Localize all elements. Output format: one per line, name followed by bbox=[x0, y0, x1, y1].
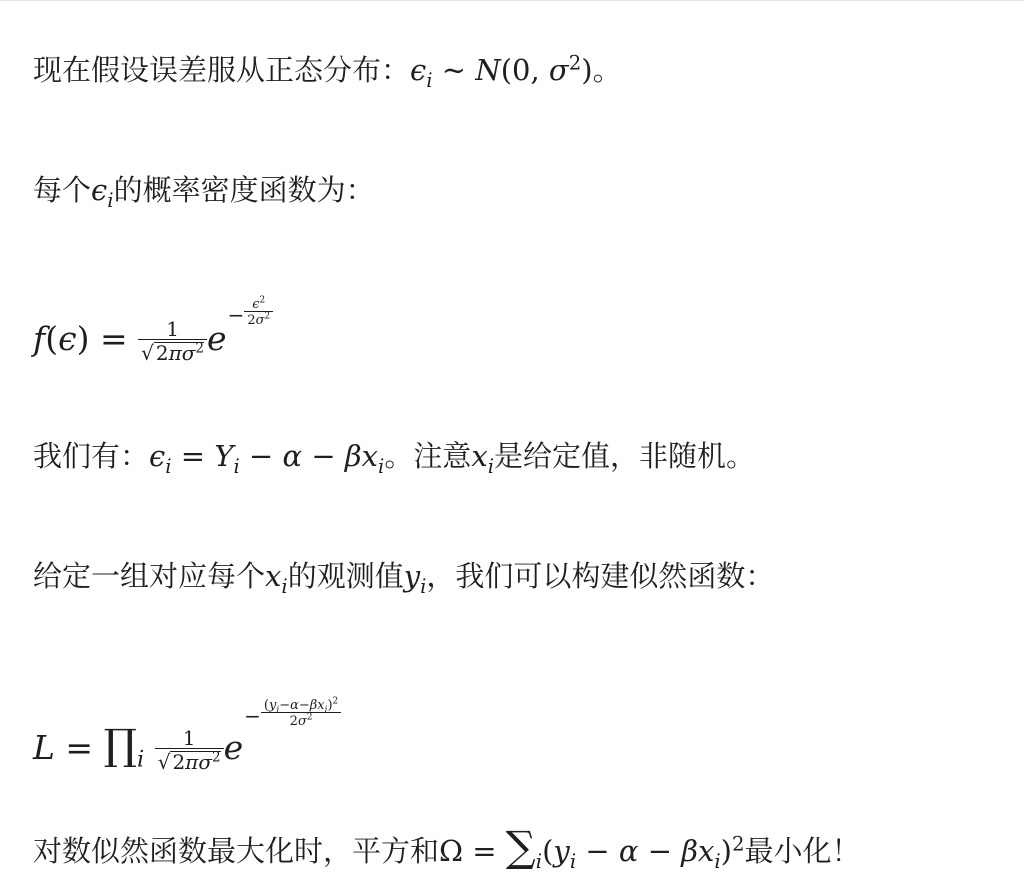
sum-of-squares-text-b: 最小化！ bbox=[744, 834, 861, 868]
paragraph-density-intro bbox=[33, 173, 375, 212]
error-distribution-formula: $\epsilon_i$ ∼ N(0, $\sigma^2$) bbox=[410, 51, 593, 92]
sum-of-squares-formula: $\Omega = \sum_i(y_i - \alpha - \beta x_i)^2$ bbox=[439, 822, 745, 873]
x-i-symbol: $x_i$ bbox=[471, 439, 495, 478]
error-distribution-text: 现在假设误差服从正态分布： bbox=[33, 53, 411, 87]
error-definition-formula: $\epsilon_i = Y_i - \alpha - \beta x_i$ bbox=[149, 439, 385, 478]
y-i-symbol: $y_i$ bbox=[403, 559, 427, 598]
error-definition-text-b: 。注意 bbox=[384, 439, 472, 473]
density-fraction: $\frac{1}{√ 2\pi\sigma^2}$ bbox=[138, 319, 207, 363]
paragraph-error-distribution bbox=[33, 51, 622, 92]
density-intro-text-a: 每个 bbox=[33, 173, 92, 207]
likelihood-intro-text-c: ，我们可以构建似然函数： bbox=[426, 559, 775, 593]
likelihood-intro-text-b: 的观测值 bbox=[287, 559, 404, 593]
error-definition-text-c: 是给定值，非随机。 bbox=[494, 439, 756, 473]
paragraph-error-definition bbox=[33, 439, 756, 478]
error-definition-text-a: 我们有： bbox=[33, 439, 150, 473]
likelihood-formula: $L = \prod_i$ $\frac{1}{√ 2\pi\sigma^2}$ e− $\frac{(y_i-\alpha-\beta x_i)^2}{2\sigma^2}$ bbox=[33, 695, 341, 772]
likelihood-intro-text-a: 给定一组对应每个 bbox=[33, 559, 266, 593]
paragraph-sum-of-squares bbox=[33, 822, 861, 873]
period: 。 bbox=[592, 53, 622, 87]
epsilon-i-symbol: $\epsilon_i$ bbox=[91, 173, 114, 212]
density-exponent: − $\frac{\epsilon^2}{2\sigma^2}$ bbox=[228, 294, 274, 327]
likelihood-fraction: $\frac{1}{√ 2\pi\sigma^2}$ bbox=[155, 728, 224, 772]
x-i-symbol-2: $x_i$ bbox=[265, 559, 288, 598]
sum-of-squares-text-a: 对数似然函数最大化时，平方和 bbox=[33, 834, 440, 868]
density-formula: f(ϵ) = $\frac{1}{√ 2\pi\sigma^2}$ e− $\frac{\epsilon^2}{2\sigma^2}$ bbox=[33, 294, 273, 363]
likelihood-exponent: − $\frac{(y_i-\alpha-\beta x_i)^2}{2\sigma^2}$ bbox=[244, 695, 341, 728]
density-intro-text-b: 的概率密度函数为： bbox=[113, 173, 375, 207]
top-divider bbox=[0, 0, 1024, 1]
paragraph-likelihood-intro bbox=[33, 559, 775, 598]
